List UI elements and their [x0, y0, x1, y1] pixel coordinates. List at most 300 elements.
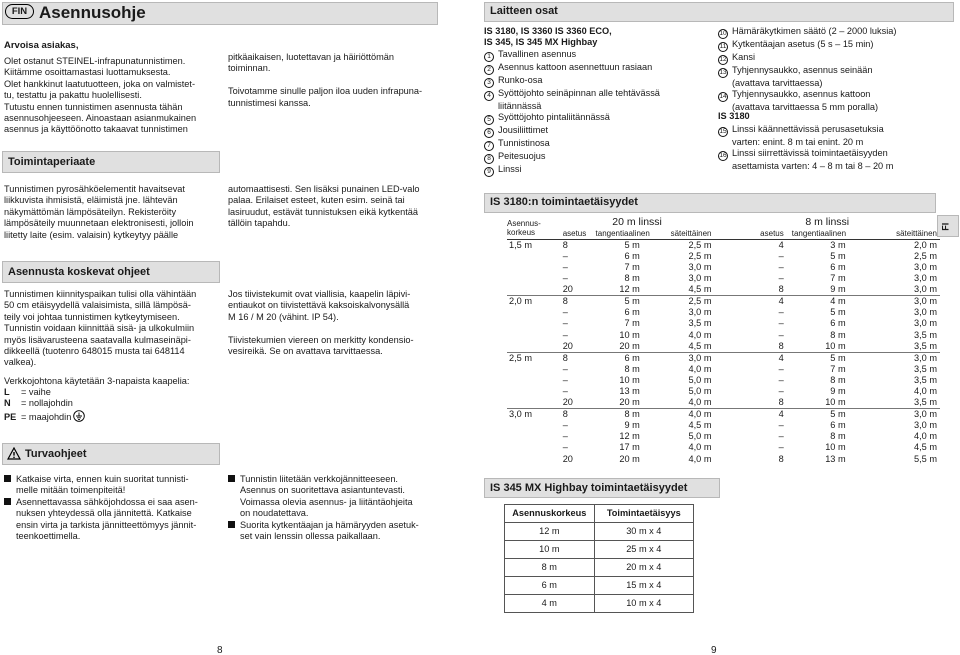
range-cell: 3,0 m — [914, 261, 937, 272]
lens20-header: 20 m linssi — [612, 216, 662, 229]
parts-title: Laitteen osat — [490, 5, 558, 17]
part-label: liitännässä — [498, 101, 542, 111]
part-label: (avattava tarvittaessa) — [732, 78, 823, 88]
bullet-line — [4, 497, 198, 508]
text-line: IS 3180, IS 3360 IS 3360 ECO, — [484, 26, 612, 36]
range-cell — [507, 375, 560, 386]
range-cell — [507, 329, 560, 340]
part-line — [718, 26, 896, 39]
tangential-header-1: tangentiaalinen — [595, 228, 650, 238]
text-line: lämpösäteily muunnetaan elektronisesti, jolloin — [4, 218, 194, 229]
range-row — [507, 273, 940, 284]
cable-row — [4, 387, 85, 398]
range-cell: – — [778, 420, 784, 431]
range-cell: 3,5 m — [914, 374, 937, 385]
height-header-2: korkeus — [507, 228, 536, 237]
range-cell: 4,0 m — [688, 442, 712, 453]
part-number-icon: 16 — [719, 152, 727, 160]
range-cell — [507, 284, 560, 296]
range-cell: – — [778, 273, 784, 284]
parts-model-label: IS 3180 — [718, 111, 750, 121]
part-line — [718, 137, 893, 148]
part-label: Tyhjennysaukko, asennus seinään — [732, 65, 873, 75]
range-cell: 8 — [562, 296, 568, 307]
range-cell: 20 — [562, 397, 573, 408]
bullet-text: on noudatettava. — [240, 508, 309, 519]
range-cell: 4 — [778, 409, 784, 420]
text-line: vesireikä. Se on avattava tarvittaessa. — [228, 346, 383, 357]
range-cell: 12 m — [619, 431, 640, 442]
text-line: Tunnistimen kiinnityspaikan tulisi olla vähintään — [4, 289, 197, 299]
bullet-icon — [4, 475, 11, 482]
cable-row — [4, 410, 85, 423]
range-cell: 6 m — [830, 261, 846, 272]
range-cell: 5 m — [830, 307, 846, 318]
part-number-icon: 4 — [484, 91, 494, 101]
intro-text — [4, 56, 196, 136]
setting-header-2: asetus — [760, 228, 784, 238]
text-line: tällöin tapahdu. — [228, 218, 291, 229]
range-cell: 8 — [778, 340, 784, 351]
range-cell: 20 — [562, 284, 573, 295]
text-line: Tutustu ennen tunnistimen asennusta tähän — [4, 101, 183, 112]
warning-icon — [7, 447, 21, 460]
range-cell: 3,0 m — [914, 409, 937, 420]
range-cell: 4,0 m — [914, 431, 937, 442]
range-cell: 4,5 m — [688, 420, 712, 431]
range-cell: – — [562, 329, 568, 340]
part-label: Linssi siirrettävissä toimintaetäisyyden — [732, 148, 888, 159]
part-line — [718, 39, 896, 52]
highbay-row — [505, 523, 694, 541]
range-cell: 2,0 m — [914, 239, 937, 250]
range-cell: 8 m — [624, 409, 640, 420]
bullet-line — [228, 497, 419, 508]
range-cell: 4,5 m — [914, 442, 937, 453]
range-cell: 8 — [562, 239, 568, 250]
range-cell: 4,0 m — [688, 397, 712, 408]
highbay-row — [505, 595, 694, 613]
part-number-icon: 8 — [484, 154, 494, 164]
range-cell: – — [562, 442, 568, 453]
range-cell: 3,0 m — [688, 273, 712, 284]
range-cell: 5 m — [830, 409, 846, 420]
safety-title: Turvaohjeet — [25, 448, 87, 460]
range-cell: – — [778, 261, 784, 272]
range-cell: – — [562, 431, 568, 442]
range-cell: 3,5 m — [914, 329, 937, 340]
text-line: IS 345, IS 345 MX Highbay — [484, 37, 598, 48]
range-cell: 4,5 m — [688, 340, 712, 351]
range-cell: 4 m — [830, 296, 846, 307]
range-cell: 5,5 m — [914, 453, 937, 464]
range-cell: 3,0 m — [688, 261, 712, 272]
range-cell — [507, 431, 560, 442]
install-title: Asennusta koskevat ohjeet — [8, 266, 150, 278]
range-cell: 2,5 m — [914, 250, 937, 261]
highbay-cell: 10 m — [505, 541, 595, 559]
bullet-icon — [4, 498, 11, 505]
lens8-header: 8 m linssi — [805, 216, 850, 229]
range-cell: 5 m — [624, 239, 640, 250]
range-cell: 9 m — [830, 284, 846, 295]
range-row — [507, 307, 940, 318]
highbay-cell: 10 m x 4 — [594, 595, 693, 613]
range-cell: 8 m — [830, 431, 846, 442]
range-cell: 6 m — [624, 307, 640, 318]
range-row — [507, 453, 940, 464]
range-cell: 4 — [778, 239, 784, 250]
range-cell: 8 — [562, 409, 568, 420]
part-label: Linssi — [498, 164, 522, 175]
bullet-icon — [228, 521, 235, 528]
range-cell: 10 m — [619, 374, 640, 385]
range-cell: 3,0 m — [914, 284, 937, 295]
highbay-cell: 8 m — [505, 559, 595, 577]
range-cell: 10 m — [825, 397, 846, 408]
range-cell — [507, 453, 560, 464]
tangential-header-2: tangentiaalinen — [791, 228, 847, 238]
range-cell: 5,0 m — [688, 431, 712, 442]
range-cell: 20 — [562, 340, 573, 351]
highbay-cell: 12 m — [505, 523, 595, 541]
part-label: Tyhjennysaukko, asennus kattoon — [732, 89, 871, 100]
cable-value: = nollajohdin — [21, 398, 73, 409]
cable-key: L — [4, 387, 10, 397]
range-cell: 2,5 m — [688, 239, 712, 250]
range-cell: – — [778, 250, 784, 261]
range-row — [507, 386, 940, 397]
text-line: dikkeellä (tuotenro 648015 musta tai 648114 — [4, 346, 185, 357]
range-cell: 5 m — [830, 352, 846, 363]
part-label: Asennus kattoon asennettuun rasiaan — [498, 62, 653, 72]
text-line: asennusohjeeseen. Ainoastaan asianmukainen — [4, 113, 197, 124]
part-number-icon: 13 — [719, 69, 727, 76]
page-number-left: 8 — [217, 645, 223, 655]
range-cell: 2,5 m — [509, 352, 532, 363]
text-line: toiminnan. — [228, 63, 271, 74]
highbay-cell: 6 m — [505, 577, 595, 595]
range-cell — [507, 251, 560, 262]
range-row — [507, 397, 940, 409]
text-line: liikkuvista ihmisistä, eläimistä jne. lähtevän — [4, 195, 178, 206]
range-cell: 13 m — [825, 453, 846, 464]
text-line: Olet hankkinut laatutuotteen, joka on valmistet- — [4, 78, 196, 89]
range-cell: 8 — [778, 453, 784, 464]
install-text-cont — [228, 289, 414, 357]
range-cell: – — [562, 374, 568, 385]
text-line: Jos tiivistekumit ovat viallisia, kaapelin läpivi- — [228, 289, 411, 299]
text-line: palaa. Erilaiset esteet, kuten esim. seinä tai — [228, 195, 405, 206]
part-label: Kytkentäajan asetus (5 s – 15 min) — [732, 39, 874, 49]
bullet-text: Katkaise virta, ennen kuin suoritat tunnisti- — [16, 474, 189, 484]
part-line — [718, 124, 893, 137]
highbay-cell: 30 m x 4 — [594, 523, 693, 541]
principle-text — [4, 184, 193, 241]
part-label: Tunnistinosa — [498, 138, 550, 149]
part-number-icon: 7 — [484, 141, 494, 151]
ground-icon — [73, 410, 85, 422]
range-cell: – — [562, 261, 568, 272]
range-cell: 4,5 m — [688, 284, 712, 295]
range-cell: 10 m — [619, 329, 640, 340]
text-line: Olet ostanut STEINEL-infrapunatunnistimen. — [4, 56, 186, 66]
text-line — [228, 75, 422, 86]
range-cell: 3,0 m — [688, 352, 712, 363]
safety-list-cont — [228, 474, 419, 542]
range-row — [507, 364, 940, 375]
cable-value: = maajohdin — [21, 411, 72, 422]
range-cell: – — [562, 250, 568, 261]
range-cell: 8 — [778, 397, 784, 408]
range-cell — [507, 262, 560, 273]
range-cell — [507, 364, 560, 375]
highbay-cell: 20 m x 4 — [594, 559, 693, 577]
text-line: asennus ja käyttöönotto takaavat tunnistimen — [4, 124, 188, 135]
part-label: Peitesuojus — [498, 151, 546, 162]
range-cell: 4,0 m — [688, 363, 712, 374]
cable-list — [4, 387, 85, 423]
range-cell: 2,5 m — [688, 296, 712, 307]
range-cell: 12 m — [619, 284, 640, 295]
range-cell: 3,5 m — [914, 340, 937, 351]
range-cell — [507, 307, 560, 318]
part-number-icon: 1 — [484, 52, 494, 62]
text-line: entiaukot on tiivistettävä kaksoiskalvonysällä — [228, 300, 410, 311]
intro-text-cont — [228, 52, 422, 109]
bullet-line — [228, 520, 419, 531]
range-cell: – — [778, 442, 784, 453]
text-line: teily voi johtaa tunnistimen kytkeytymiseen. — [4, 311, 180, 322]
bullet-line — [4, 474, 198, 485]
part-line — [718, 148, 893, 161]
range-row — [507, 409, 940, 421]
text-line: valkea). — [4, 357, 37, 368]
range-cell: 7 m — [830, 273, 846, 284]
part-label: asettamista varten: 4 – 8 m tai 8 – 20 m — [732, 161, 894, 172]
range-cell: – — [778, 329, 784, 340]
text-line — [228, 323, 414, 334]
range-cell — [507, 318, 560, 329]
text-line: Kiitämme osoittamastasi luottamuksesta. — [4, 67, 171, 78]
highbay-col-height: Asennuskorkeus — [505, 505, 595, 523]
bullet-line — [228, 508, 419, 519]
text-line: Toivotamme sinulle paljon iloa uuden infrapuna- — [228, 86, 423, 97]
part-line — [484, 49, 660, 62]
bullet-line — [4, 520, 198, 531]
range-row — [507, 296, 940, 308]
range-row — [507, 239, 940, 251]
text-line: automaattisesti. Sen lisäksi punainen LED-valo — [228, 184, 420, 194]
range-cell: 13 m — [619, 385, 640, 396]
part-number-icon: 12 — [719, 56, 727, 63]
range-row — [507, 375, 940, 386]
highbay-cell: 4 m — [505, 595, 595, 613]
range-cell: 7 m — [624, 318, 640, 329]
radial-header-1: säteittäinen — [670, 228, 712, 238]
range-cell — [507, 442, 560, 453]
range-row — [507, 341, 940, 353]
bullet-line — [4, 485, 198, 496]
range-cell: 4,0 m — [688, 409, 712, 420]
range-cell: 2,0 m — [509, 296, 532, 307]
bullet-text: set vain lenssin ollessa paikallaan. — [240, 531, 381, 542]
text-line: lasiruudut, estävät tunnistuksen eikä kytkentää — [228, 206, 418, 217]
range-cell: – — [778, 307, 784, 318]
range-table — [507, 217, 940, 465]
part-line — [718, 52, 896, 65]
part-number-icon: 5 — [484, 115, 494, 125]
safety-list — [4, 474, 198, 542]
part-line — [484, 112, 660, 125]
range-cell: 8 — [562, 352, 568, 363]
range-cell: 20 — [562, 453, 573, 464]
cable-row — [4, 398, 85, 409]
range-row — [507, 420, 940, 431]
range-cell: – — [778, 374, 784, 385]
part-number-icon: 3 — [484, 78, 494, 88]
range-cell: 8 m — [830, 374, 846, 385]
page-number-right: 9 — [711, 645, 717, 655]
principle-text-cont — [228, 184, 420, 230]
range-cell: 20 m — [619, 397, 640, 408]
range-cell: – — [778, 385, 784, 396]
part-line — [718, 78, 896, 89]
part-line — [484, 62, 660, 75]
cable-key: N — [4, 398, 11, 409]
bullet-line — [228, 531, 419, 542]
range-cell: 10 m — [825, 340, 846, 351]
highbay-table — [504, 504, 694, 613]
parts-list-2 — [718, 26, 896, 114]
part-number-icon: 15 — [719, 128, 727, 135]
setting-header-1: asetus — [562, 228, 587, 238]
range-cell: – — [562, 363, 568, 374]
range-cell: 6 m — [830, 420, 846, 431]
highbay-cell: 15 m x 4 — [594, 577, 693, 595]
range-cell: 5,0 m — [688, 374, 712, 385]
part-label: Tavallinen asennus — [498, 49, 577, 59]
range-row — [507, 442, 940, 453]
range-row — [507, 318, 940, 329]
range-cell: 5 m — [830, 250, 846, 261]
range-cell: 3,5 m — [914, 397, 937, 408]
range-cell: 3,0 m — [914, 307, 937, 318]
cable-value: = vaihe — [21, 387, 51, 397]
part-number-icon: 2 — [484, 65, 494, 75]
text-line: tu, testattu ja pakattu huolellisesti. — [4, 90, 142, 101]
range-cell: – — [562, 273, 568, 284]
principle-title: Toimintaperiaate — [8, 156, 96, 168]
install-text — [4, 289, 196, 369]
range-cell: 4,0 m — [688, 329, 712, 340]
bullet-text: teenkoettimella. — [16, 531, 81, 542]
bullet-line — [4, 508, 198, 519]
bullet-text: nuksen yhteydessä olla jännitettä. Katkaise — [16, 508, 192, 519]
range-cell: 3,0 m — [914, 352, 937, 363]
range-row — [507, 262, 940, 273]
part-label: Kansi — [732, 52, 755, 62]
part-line — [718, 89, 896, 102]
part-number-icon: 14 — [719, 93, 727, 101]
range-cell: 8 m — [624, 363, 640, 374]
bullet-line — [4, 531, 198, 542]
range-cell: 4 — [778, 352, 784, 363]
range-cell: 3,0 m — [509, 409, 532, 420]
range-cell: 3 m — [830, 239, 846, 250]
part-label: Syöttöjohto pintaliitännässä — [498, 112, 610, 123]
range-cell: 5,0 m — [688, 385, 712, 396]
text-line: Tiivistekumien viereen on merkitty kondensio- — [228, 334, 414, 345]
part-label: Jousiliittimet — [498, 125, 549, 136]
range-cell: 7 m — [624, 261, 640, 272]
part-number-icon: 10 — [719, 30, 727, 37]
part-label: Linssi käännettävissä perusasetuksia — [732, 124, 884, 134]
range-cell: 5 m — [624, 296, 640, 307]
bullet-text: Asennus on suoritettava asiantuntevasti. — [240, 485, 405, 496]
range-cell: 3,0 m — [914, 318, 937, 329]
language-badge: FIN — [5, 4, 34, 19]
greeting: Arvoisa asiakas, — [4, 40, 79, 51]
bullet-text: Suorita kytkentäajan ja hämäryyden asetuk- — [240, 519, 419, 530]
range-cell: 3,5 m — [688, 318, 712, 329]
range-cell: 3,5 m — [914, 363, 937, 374]
bullet-text: Voimassa olevia asennus- ja liitäntäohjeita — [240, 496, 413, 507]
range-cell: 2,5 m — [688, 250, 712, 261]
range-cell: – — [562, 307, 568, 318]
range-cell: 8 m — [624, 273, 640, 284]
bullet-line — [228, 485, 419, 496]
part-line — [484, 151, 660, 164]
parts-list-3 — [718, 124, 893, 173]
range-row — [507, 431, 940, 442]
range-cell: 6 m — [624, 250, 640, 261]
range-cell — [507, 420, 560, 431]
range-cell: 10 m — [825, 442, 846, 453]
range-row — [507, 329, 940, 340]
part-line — [484, 164, 660, 177]
text-line: Tunnistin voidaan kiinnittää sisä- ja ulkokulmiin — [4, 323, 195, 334]
text-line: M 16 / M 20 (vähint. IP 54). — [228, 311, 339, 322]
range-cell — [507, 273, 560, 284]
range-cell — [507, 341, 560, 353]
range-cell: 3,0 m — [914, 420, 937, 431]
highbay-row — [505, 559, 694, 577]
cable-intro: Verkkojohtona käytetään 3-napaista kaapelia: — [4, 376, 190, 386]
bullet-text: melle mitään toimenpiteitä! — [16, 485, 126, 496]
range-cell — [507, 386, 560, 397]
highbay-row — [505, 577, 694, 595]
range-row — [507, 251, 940, 262]
range-cell: 6 m — [624, 352, 640, 363]
part-label: Runko-osa — [498, 75, 543, 85]
range-cell: – — [778, 363, 784, 374]
bullet-text: ensin virta ja tarkista jännitteettömyys jännit- — [16, 519, 197, 530]
range-cell: – — [562, 420, 568, 431]
side-tab-label: FI — [940, 222, 951, 231]
part-label: Syöttöjohto seinäpinnan alle tehtävässä — [498, 88, 660, 98]
highbay-cell: 25 m x 4 — [594, 541, 693, 559]
text-line: tunnistimesi kanssa. — [228, 97, 311, 108]
range-cell: 4,0 m — [688, 453, 712, 464]
range-cell: 3,0 m — [914, 273, 937, 284]
text-line: pitkäaikaisen, luotettavan ja häiriöttömän — [228, 52, 394, 62]
range-cell: – — [778, 318, 784, 329]
range-cell: – — [778, 431, 784, 442]
text-line: myös lisävarusteena saatavalla kulmaseinäpi- — [4, 334, 191, 345]
part-label: varten: enint. 8 m tai enint. 20 m — [732, 137, 864, 147]
range-cell: 6 m — [830, 318, 846, 329]
